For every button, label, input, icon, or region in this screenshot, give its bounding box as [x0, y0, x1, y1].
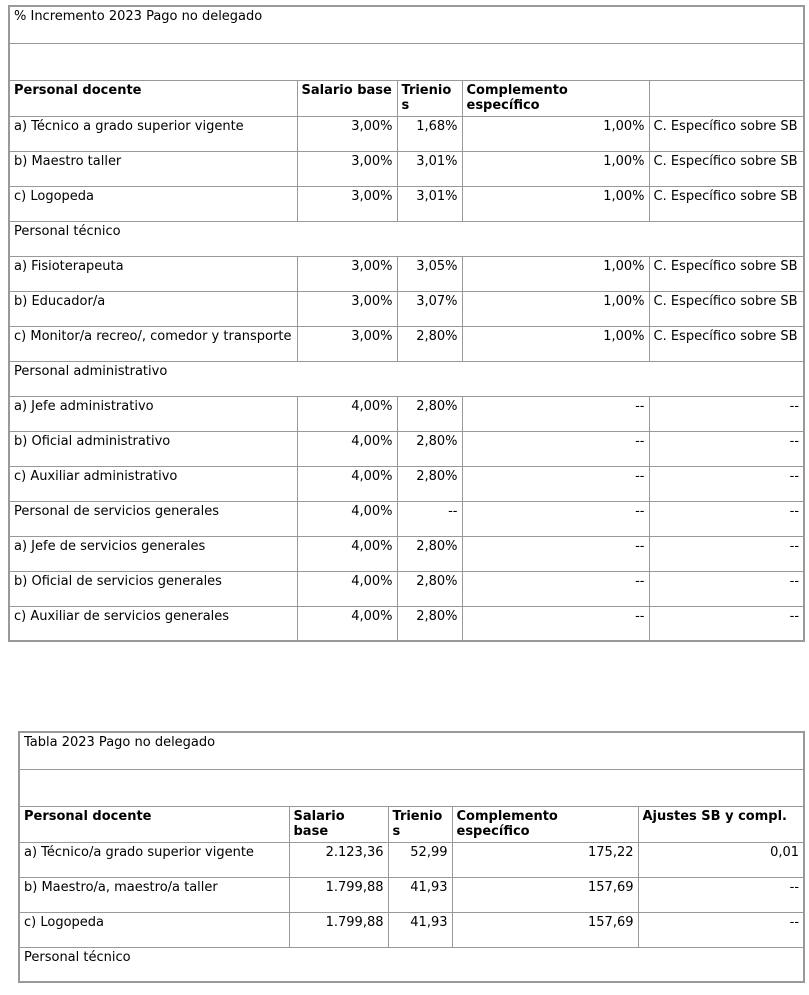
- cell-complemento-especifico: --: [462, 431, 649, 466]
- column-header: Complemento específico: [452, 806, 638, 842]
- cell-ajuste: --: [649, 606, 804, 641]
- cell-complemento-especifico: --: [462, 396, 649, 431]
- cell-ajuste: --: [649, 571, 804, 606]
- cell-salario-base: 4,00%: [297, 606, 397, 641]
- cell-salario-base: 3,00%: [297, 151, 397, 186]
- table-row: [9, 361, 804, 396]
- row-label: a) Técnico a grado superior vigente: [9, 116, 297, 151]
- cell-ajuste: --: [649, 431, 804, 466]
- row-label: Personal de servicios generales: [9, 501, 297, 536]
- cell-salario-base: 4,00%: [297, 571, 397, 606]
- column-header: Trienios: [388, 806, 452, 842]
- cell-trienios: 2,80%: [397, 431, 462, 466]
- column-header: [649, 80, 804, 116]
- table-row: [9, 431, 804, 466]
- cell-ajuste: --: [649, 536, 804, 571]
- column-header: Personal docente: [19, 806, 289, 842]
- cell-complemento-especifico: 1,00%: [462, 186, 649, 221]
- cell-salario-base: 4,00%: [297, 501, 397, 536]
- table-row: [19, 912, 804, 947]
- table-row: [9, 536, 804, 571]
- cell-salario-base: 3,00%: [297, 116, 397, 151]
- section-label: Personal técnico: [19, 947, 804, 982]
- cell-trienios: 2,80%: [397, 606, 462, 641]
- row-label: c) Logopeda: [9, 186, 297, 221]
- cell-ajuste: --: [638, 877, 804, 912]
- cell-complemento-especifico: --: [462, 466, 649, 501]
- table-row: [9, 501, 804, 536]
- cell-trienios: 41,93: [388, 877, 452, 912]
- cell-trienios: 1,68%: [397, 116, 462, 151]
- row-label: a) Jefe de servicios generales: [9, 536, 297, 571]
- increment-table: [8, 5, 805, 642]
- table-row: [9, 116, 804, 151]
- table-row: [19, 769, 804, 806]
- row-label: a) Fisioterapeuta: [9, 256, 297, 291]
- table-row: [9, 6, 804, 43]
- cell-salario-base: 4,00%: [297, 536, 397, 571]
- table-row: [9, 571, 804, 606]
- cell-trienios: 52,99: [388, 842, 452, 877]
- table-row: [9, 151, 804, 186]
- cell-complemento-especifico: 157,69: [452, 877, 638, 912]
- row-label: a) Jefe administrativo: [9, 396, 297, 431]
- cell-complemento-especifico: 1,00%: [462, 116, 649, 151]
- table-row: [9, 326, 804, 361]
- cell-salario-base: 3,00%: [297, 186, 397, 221]
- spacer-row: [9, 43, 804, 80]
- cell-trienios: 3,01%: [397, 151, 462, 186]
- cell-salario-base: 4,00%: [297, 396, 397, 431]
- increment-table-body: [9, 6, 804, 641]
- cell-trienios: 41,93: [388, 912, 452, 947]
- cell-ajuste: --: [649, 501, 804, 536]
- cell-ajuste: --: [649, 466, 804, 501]
- cell-complemento-especifico: 1,00%: [462, 326, 649, 361]
- cell-salario-base: 4,00%: [297, 466, 397, 501]
- column-header: Complemento específico: [462, 80, 649, 116]
- cell-complemento-especifico: --: [462, 536, 649, 571]
- cell-trienios: 3,01%: [397, 186, 462, 221]
- table-row: [9, 221, 804, 256]
- table-row: [9, 43, 804, 80]
- cell-ajuste: C. Específico sobre SB: [649, 151, 804, 186]
- cell-complemento-especifico: 1,00%: [462, 151, 649, 186]
- cell-complemento-especifico: 1,00%: [462, 256, 649, 291]
- cell-ajuste: C. Específico sobre SB: [649, 326, 804, 361]
- table-title: Tabla 2023 Pago no delegado: [19, 732, 804, 769]
- salary-table: [18, 731, 805, 983]
- column-header: Trienios: [397, 80, 462, 116]
- table-row: [9, 186, 804, 221]
- cell-ajuste: C. Específico sobre SB: [649, 256, 804, 291]
- cell-trienios: 3,05%: [397, 256, 462, 291]
- row-label: c) Auxiliar de servicios generales: [9, 606, 297, 641]
- table-row: [9, 80, 804, 116]
- row-label: b) Oficial de servicios generales: [9, 571, 297, 606]
- cell-ajuste: --: [649, 396, 804, 431]
- row-label: b) Educador/a: [9, 291, 297, 326]
- cell-trienios: 2,80%: [397, 326, 462, 361]
- table-title: % Incremento 2023 Pago no delegado: [9, 6, 804, 43]
- table-row: [19, 732, 804, 769]
- column-header: Salario base: [289, 806, 388, 842]
- cell-ajuste: --: [638, 912, 804, 947]
- table-row: [9, 256, 804, 291]
- row-label: c) Monitor/a recreo/, comedor y transporte: [9, 326, 297, 361]
- cell-complemento-especifico: --: [462, 501, 649, 536]
- cell-complemento-especifico: --: [462, 606, 649, 641]
- table-row: [9, 396, 804, 431]
- cell-ajuste: C. Específico sobre SB: [649, 116, 804, 151]
- table-row: [19, 877, 804, 912]
- cell-trienios: 2,80%: [397, 466, 462, 501]
- cell-ajuste: C. Específico sobre SB: [649, 291, 804, 326]
- cell-complemento-especifico: 157,69: [452, 912, 638, 947]
- table-row: [19, 806, 804, 842]
- cell-trienios: --: [397, 501, 462, 536]
- row-label: a) Técnico/a grado superior vigente: [19, 842, 289, 877]
- column-header: Personal docente: [9, 80, 297, 116]
- cell-ajuste: C. Específico sobre SB: [649, 186, 804, 221]
- cell-salario-base: 3,00%: [297, 326, 397, 361]
- cell-trienios: 2,80%: [397, 396, 462, 431]
- table-row: [9, 466, 804, 501]
- row-label: b) Maestro taller: [9, 151, 297, 186]
- table-row: [19, 947, 804, 982]
- table-row: [9, 606, 804, 641]
- cell-trienios: 2,80%: [397, 571, 462, 606]
- salary-table-body: [19, 732, 804, 982]
- cell-trienios: 2,80%: [397, 536, 462, 571]
- column-header: Ajustes SB y compl.: [638, 806, 804, 842]
- cell-complemento-especifico: --: [462, 571, 649, 606]
- cell-salario-base: 1.799,88: [289, 912, 388, 947]
- cell-complemento-especifico: 1,00%: [462, 291, 649, 326]
- row-label: b) Oficial administrativo: [9, 431, 297, 466]
- cell-salario-base: 1.799,88: [289, 877, 388, 912]
- cell-salario-base: 2.123,36: [289, 842, 388, 877]
- table-row: [19, 842, 804, 877]
- section-label: Personal administrativo: [9, 361, 804, 396]
- cell-salario-base: 3,00%: [297, 256, 397, 291]
- table-row: [9, 291, 804, 326]
- section-label: Personal técnico: [9, 221, 804, 256]
- cell-ajuste: 0,01: [638, 842, 804, 877]
- cell-trienios: 3,07%: [397, 291, 462, 326]
- row-label: b) Maestro/a, maestro/a taller: [19, 877, 289, 912]
- row-label: c) Auxiliar administrativo: [9, 466, 297, 501]
- cell-complemento-especifico: 175,22: [452, 842, 638, 877]
- row-label: c) Logopeda: [19, 912, 289, 947]
- spacer-row: [19, 769, 804, 806]
- cell-salario-base: 4,00%: [297, 431, 397, 466]
- cell-salario-base: 3,00%: [297, 291, 397, 326]
- column-header: Salario base: [297, 80, 397, 116]
